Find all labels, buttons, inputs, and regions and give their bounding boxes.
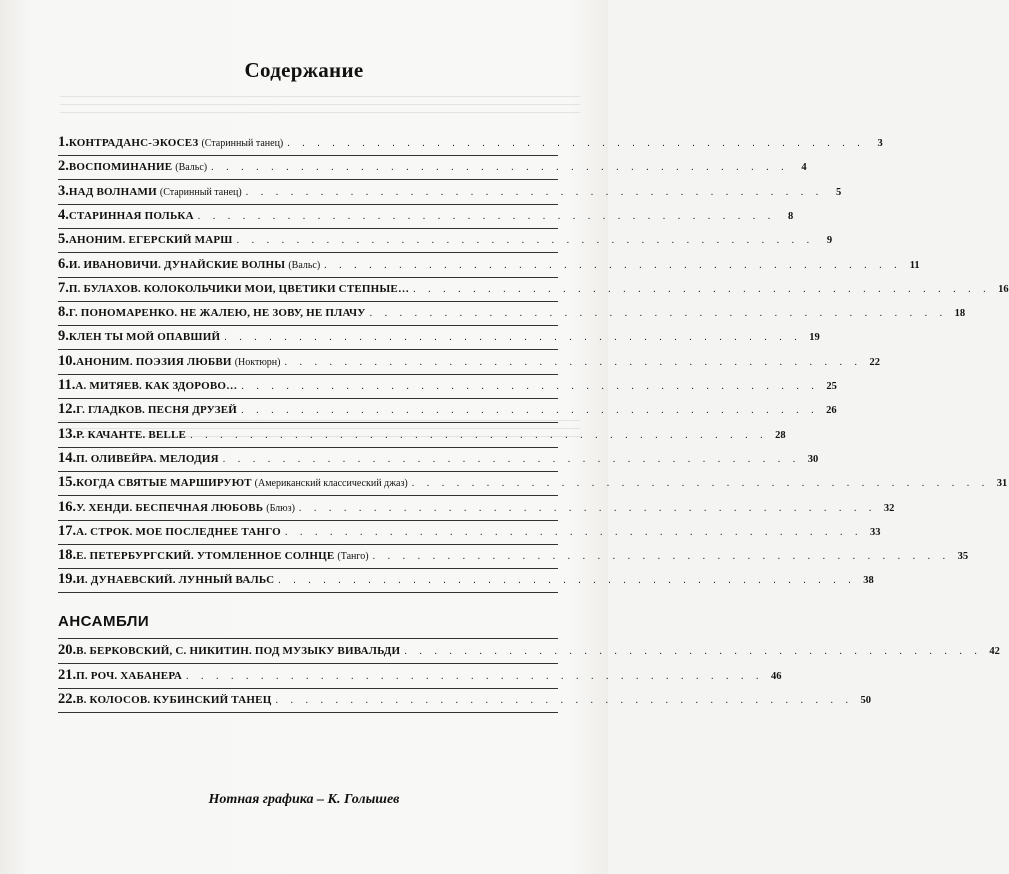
leader-dots: . . . . . . . . . . . . . . . . . . . . . . . . . . . . . . . . . . . . . . . — [278, 575, 856, 587]
row-divider — [58, 471, 558, 472]
row-divider — [58, 422, 558, 423]
entry-number: 17. — [58, 522, 77, 539]
entry-title: Р. КАЧАНТЕ. BELLE — [76, 428, 187, 441]
toc-entry — [58, 182, 842, 205]
entry-title: И. ДУНАЕВСКИЙ. ЛУННЫЙ ВАЛЬС — [76, 574, 275, 587]
entry-number: 11. — [58, 377, 76, 393]
entry-page-number: 11 — [909, 259, 920, 271]
entry-number: 19. — [58, 571, 77, 588]
toc-entry — [58, 158, 807, 180]
toc-entry — [58, 474, 1008, 496]
toc-entry — [58, 377, 837, 399]
entry-title: СТАРИННАЯ ПОЛЬКА — [68, 209, 194, 222]
entry-title: АНОНИМ. ПОЭЗИЯ ЛЮБВИ — [76, 355, 232, 368]
row-divider — [58, 688, 558, 689]
entry-page-number: 42 — [989, 646, 1000, 657]
entry-number: 10. — [58, 352, 77, 369]
toc-entry — [58, 304, 966, 326]
entry-page-number: 8 — [787, 210, 794, 222]
entry-number: 6. — [58, 255, 69, 272]
row-divider — [58, 301, 558, 302]
leader-dots: . . . . . . . . . . . . . . . . . . . . . . . . . . . . . . . . . . . . . . . — [190, 429, 768, 441]
entry-title: АНОНИМ. ЕГЕРСКИЙ МАРШ — [68, 234, 233, 247]
toc-entry — [58, 279, 1009, 302]
entry-page-number: 4 — [801, 162, 807, 174]
row-divider — [58, 638, 558, 639]
entry-page-number: 22 — [869, 356, 880, 368]
entry-number: 5. — [58, 231, 69, 248]
row-divider — [58, 663, 558, 664]
section-heading-ensembles: АНСАМБЛИ — [58, 613, 150, 630]
entry-page-number: 30 — [807, 453, 819, 465]
leader-dots: . . . . . . . . . . . . . . . . . . . . . . . . . . . . . . . . . . . . . . . — [413, 283, 991, 295]
row-divider — [58, 398, 558, 399]
toc-entry — [58, 642, 1000, 664]
entry-number: 22. — [58, 691, 77, 707]
entry-page-number: 16 — [998, 283, 1009, 295]
entry-number: 21. — [58, 666, 77, 683]
page-title: Содержание — [244, 58, 364, 82]
entry-page-number: 28 — [775, 429, 786, 441]
toc-entry — [58, 231, 833, 253]
entry-page-number: 35 — [957, 551, 969, 563]
entry-page-number: 50 — [860, 695, 871, 706]
leader-dots: . . . . . . . . . . . . . . . . . . . . . . . . . . . . . . . . . . . . . . . — [404, 646, 982, 657]
entry-number: 3. — [58, 182, 69, 199]
leader-dots: . . . . . . . . . . . . . . . . . . . . . . . . . . . . . . . . . . . . . . . — [197, 210, 776, 222]
row-divider — [58, 228, 558, 229]
ghost-staff-line — [60, 104, 580, 105]
leader-dots: . . . . . . . . . . . . . . . . . . . . . . . . . . . . . . . . . . . . . . . — [241, 381, 819, 392]
entry-page-number: 25 — [826, 381, 837, 392]
entry-title: В. БЕРКОВСКИЙ, С. НИКИТИН. ПОД МУЗЫКУ ВИВАЛЬДИ — [76, 645, 401, 657]
toc-entry — [58, 449, 819, 472]
entry-title: П. РОЧ. ХАБАНЕРА — [76, 669, 182, 682]
entry-number: 20. — [58, 642, 77, 658]
entry-title: В. КОЛОСОВ. КУБИНСКИЙ ТАНЕЦ — [76, 694, 272, 706]
entry-subtitle: (Вальс) — [288, 259, 321, 271]
leader-dots: . . . . . . . . . . . . . . . . . . . . . . . . . . . . . . . . . . . . . . . — [284, 356, 862, 368]
leader-dots: . . . . . . . . . . . . . . . . . . . . . . . . . . . . . . . . . . . . . . . — [186, 670, 764, 682]
entry-page-number: 18 — [954, 308, 966, 320]
entry-title: Г. ПОНОМАРЕНКО. НЕ ЖАЛЕЮ, НЕ ЗОВУ, НЕ ПЛАЧУ — [68, 307, 366, 320]
entry-title: Е. ПЕТЕРБУРГСКИЙ. УТОМЛЕННОЕ СОЛНЦЕ — [76, 550, 335, 563]
leader-dots: . . . . . . . . . . . . . . . . . . . . . . . . . . . . . . . . . . . . . . . — [222, 453, 801, 465]
toc-entry — [58, 666, 782, 689]
entry-number: 13. — [58, 425, 77, 442]
entry-number: 8. — [58, 304, 69, 321]
toc-entry — [58, 206, 794, 229]
entry-page-number: 3 — [877, 138, 883, 149]
toc-entry — [58, 547, 969, 569]
row-divider — [58, 349, 558, 350]
entry-number: 12. — [58, 401, 77, 418]
entry-number: 7. — [58, 279, 69, 296]
toc-entry — [58, 498, 895, 521]
entry-number: 18. — [58, 547, 77, 564]
toc-entry — [58, 522, 881, 545]
entry-title: ВОСПОМИНАНИЕ — [68, 161, 173, 174]
entry-page-number: 32 — [883, 502, 895, 514]
row-divider — [58, 179, 558, 180]
entry-title: НАД ВОЛНАМИ — [68, 185, 157, 198]
entry-number: 2. — [58, 158, 69, 175]
toc-entry — [58, 401, 837, 423]
toc-entry — [58, 134, 883, 156]
entry-subtitle: (Старинный танец) — [159, 186, 242, 198]
leader-dots: . . . . . . . . . . . . . . . . . . . . . . . . . . . . . . . . . . . . . . . — [275, 695, 853, 706]
entry-subtitle: (Вальс) — [175, 162, 208, 174]
entry-page-number: 31 — [996, 478, 1008, 490]
leader-dots: . . . . . . . . . . . . . . . . . . . . . . . . . . . . . . . . . . . . . . . — [287, 138, 865, 149]
row-divider — [58, 544, 558, 545]
row-divider — [58, 520, 558, 521]
entry-number: 16. — [58, 498, 77, 515]
entry-page-number: 19 — [809, 332, 820, 344]
entry-title: Г. ГЛАДКОВ. ПЕСНЯ ДРУЗЕЙ — [76, 404, 238, 417]
leader-dots: . . . . . . . . . . . . . . . . . . . . . . . . . . . . . . . . . . . . . . . — [411, 478, 990, 490]
entry-title: А. СТРОК. МОЕ ПОСЛЕДНЕЕ ТАНГО — [76, 525, 281, 538]
entry-title: КОГДА СВЯТЫЕ МАРШИРУЮТ — [76, 477, 252, 490]
leader-dots: . . . . . . . . . . . . . . . . . . . . . . . . . . . . . . . . . . . . . . . — [284, 526, 863, 538]
entry-title: И. ИВАНОВИЧИ. ДУНАЙСКИЕ ВОЛНЫ — [68, 258, 286, 271]
entry-subtitle: (Блюз) — [266, 502, 295, 514]
entry-number: 15. — [58, 474, 77, 491]
entry-page-number: 5 — [835, 186, 842, 198]
entry-page-number: 9 — [826, 235, 833, 247]
leader-dots: . . . . . . . . . . . . . . . . . . . . . . . . . . . . . . . . . . . . . . . — [236, 235, 815, 247]
entry-page-number: 38 — [863, 575, 874, 587]
row-divider — [58, 374, 558, 375]
entry-title: КЛЕН ТЫ МОЙ ОПАВШИЙ — [68, 331, 221, 344]
toc-entry — [58, 571, 874, 593]
entry-title: А. МИТЯЕВ. КАК ЗДОРОВО… — [75, 380, 238, 392]
row-divider — [58, 592, 558, 593]
leader-dots: . . . . . . . . . . . . . . . . . . . . . . . . . . . . . . . . . . . . . . . — [211, 162, 789, 174]
toc-entry — [58, 352, 880, 375]
row-divider — [58, 568, 558, 569]
leader-dots: . . . . . . . . . . . . . . . . . . . . . . . . . . . . . . . . . . . . . . . — [245, 186, 824, 198]
entry-number: 4. — [58, 206, 69, 223]
leader-dots: . . . . . . . . . . . . . . . . . . . . . . . . . . . . . . . . . . . . . . . — [241, 405, 819, 417]
row-divider — [58, 155, 558, 156]
row-divider — [58, 252, 558, 253]
entry-subtitle: (Ноктюрн) — [234, 356, 281, 368]
leader-dots: . . . . . . . . . . . . . . . . . . . . . . . . . . . . . . . . . . . . . . . — [324, 259, 902, 271]
toc-entry — [58, 691, 871, 713]
row-divider — [58, 447, 558, 448]
entry-title: П. ОЛИВЕЙРА. МЕЛОДИЯ — [76, 452, 219, 465]
row-divider — [58, 712, 558, 713]
entry-number: 9. — [58, 328, 69, 345]
credits-footer: Нотная графика – К. Голышев — [208, 792, 400, 807]
entry-page-number: 26 — [826, 405, 837, 417]
leader-dots: . . . . . . . . . . . . . . . . . . . . . . . . . . . . . . . . . . . . . . . — [369, 308, 948, 320]
toc-entry — [58, 328, 820, 350]
entry-title: П. БУЛАХОВ. КОЛОКОЛЬЧИКИ МОИ, ЦВЕТИКИ СТЕПНЫЕ… — [68, 282, 410, 295]
row-divider — [58, 325, 558, 326]
row-divider — [58, 277, 558, 278]
entry-title: У. ХЕНДИ. БЕСПЕЧНАЯ ЛЮБОВЬ — [76, 501, 264, 514]
entry-number: 1. — [58, 134, 69, 150]
entry-page-number: 33 — [869, 526, 881, 538]
toc-entry — [58, 255, 920, 278]
row-divider — [58, 495, 558, 496]
leader-dots: . . . . . . . . . . . . . . . . . . . . . . . . . . . . . . . . . . . . . . . — [372, 551, 951, 563]
entry-number: 14. — [58, 449, 77, 466]
entry-subtitle: (Старинный танец) — [201, 138, 284, 149]
entry-title: КОНТРАДАНС-ЭКОСЕЗ — [68, 137, 199, 149]
toc-entry — [58, 425, 786, 448]
leader-dots: . . . . . . . . . . . . . . . . . . . . . . . . . . . . . . . . . . . . . . . — [298, 502, 877, 514]
leader-dots: . . . . . . . . . . . . . . . . . . . . . . . . . . . . . . . . . . . . . . . — [224, 332, 802, 344]
ghost-staff-line — [60, 112, 580, 113]
ghost-staff-line — [60, 96, 580, 97]
entry-subtitle: (Американский классический джаз) — [254, 478, 408, 490]
row-divider — [58, 204, 558, 205]
entry-page-number: 46 — [771, 670, 782, 682]
entry-subtitle: (Танго) — [337, 551, 369, 563]
